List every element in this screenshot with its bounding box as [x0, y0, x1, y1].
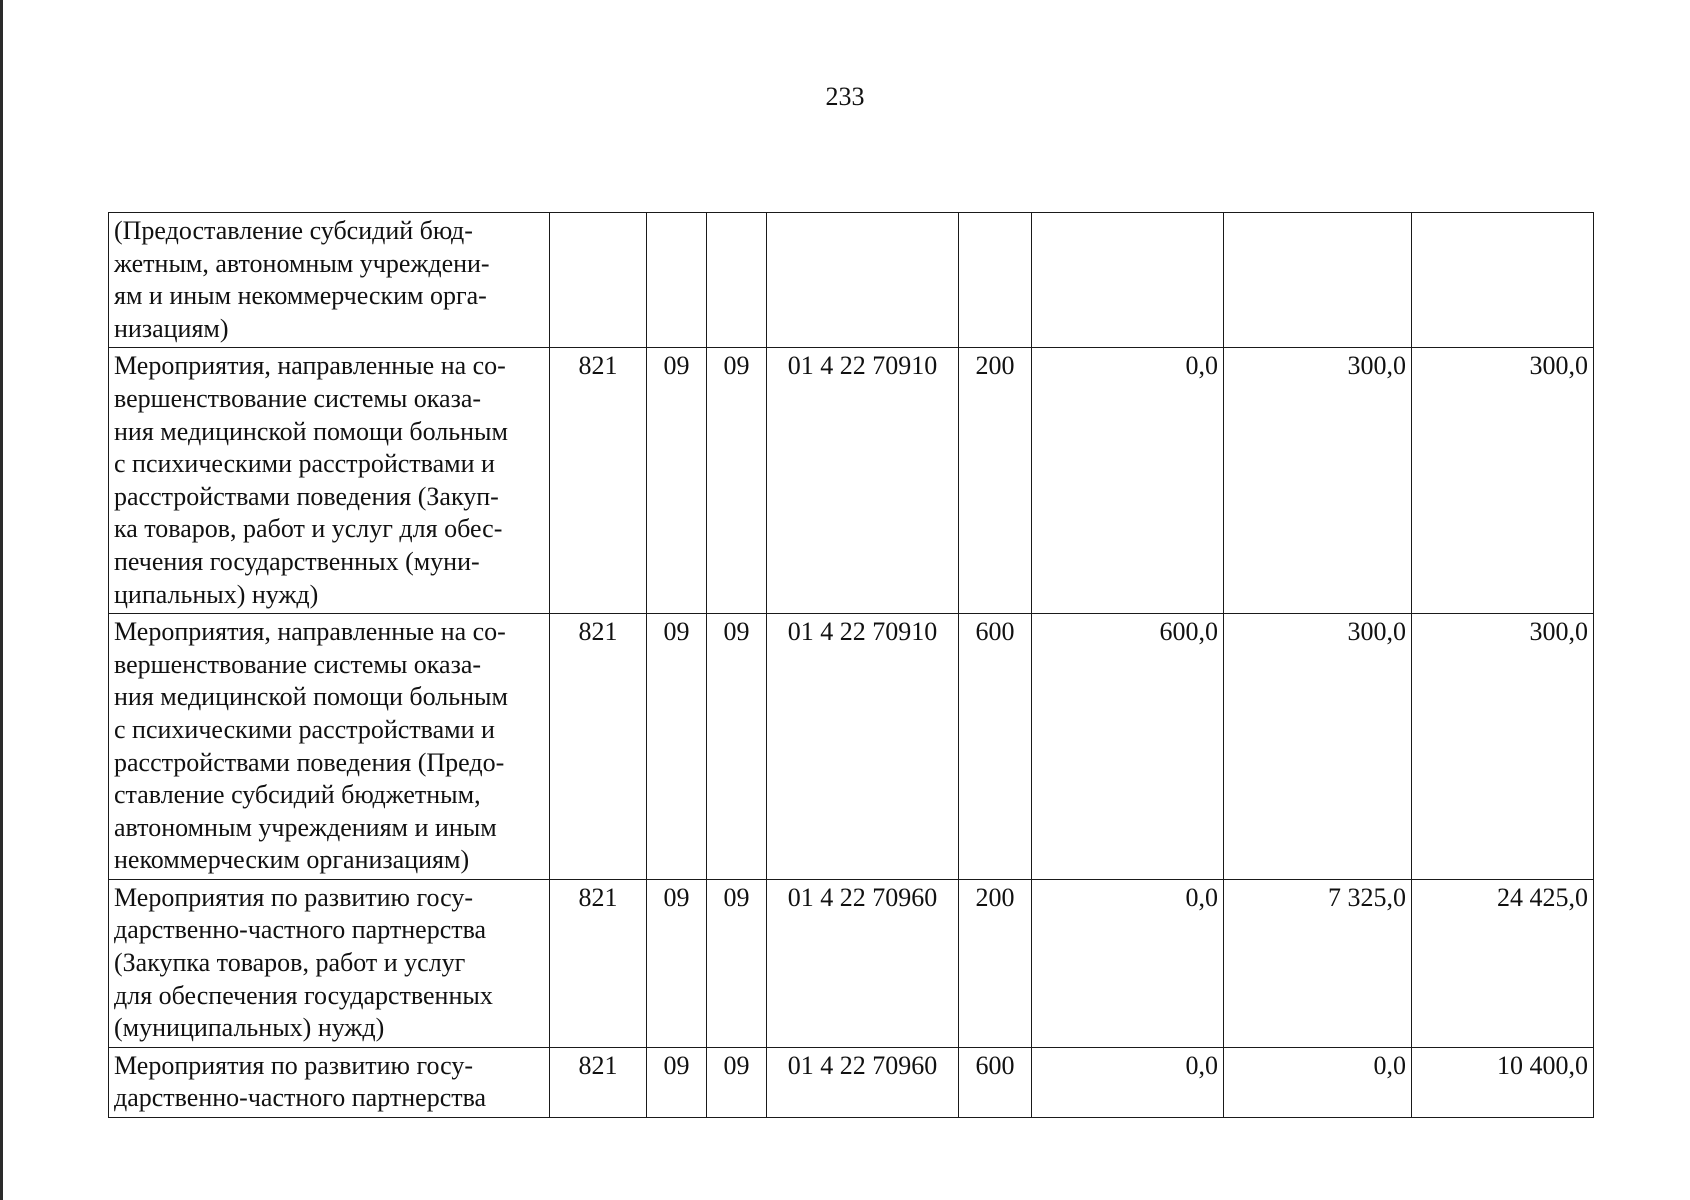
row-name-line: вершенствование системы оказа- [114, 649, 482, 679]
expense-type-cell: 600 [959, 1047, 1032, 1117]
amount-cell-1: 0,0 [1032, 879, 1224, 1047]
row-name-line: для обеспечения государственных [114, 980, 493, 1010]
table-row [109, 879, 1594, 1047]
target-article-cell [767, 213, 959, 348]
amount-cell-2: 7 325,0 [1224, 879, 1412, 1047]
row-name-line: расстройствами поведения (Предо- [114, 747, 505, 777]
subsection-code-cell: 09 [707, 1047, 767, 1117]
row-name-line: ка товаров, работ и услуг для обес- [114, 514, 503, 544]
subsection-code-cell: 09 [707, 348, 767, 614]
table-row [109, 348, 1594, 614]
row-name-line: дарственно-частного партнерства [114, 1083, 487, 1113]
amount-cell-2 [1224, 213, 1412, 348]
row-name-line: ям и иным некоммерческим орга- [114, 281, 487, 311]
ministry-code-cell [550, 213, 647, 348]
row-name-line: Мероприятия по развитию госу- [114, 1050, 473, 1080]
row-name-line: некоммерческим организациям) [114, 845, 470, 875]
section-code-cell: 09 [647, 614, 707, 880]
row-name-line: (Закупка товаров, работ и услуг [114, 948, 466, 978]
row-name-line: низациям) [114, 313, 229, 343]
amount-cell-3: 10 400,0 [1412, 1047, 1594, 1117]
row-name-line: ния медицинской помощи больным [114, 416, 508, 446]
section-code-cell: 09 [647, 879, 707, 1047]
row-name-line: ставление субсидий бюджетным, [114, 780, 481, 810]
subsection-code-cell [707, 213, 767, 348]
amount-cell-1: 0,0 [1032, 1047, 1224, 1117]
amount-cell-2: 300,0 [1224, 348, 1412, 614]
row-name-line: автономным учреждениям и иным [114, 812, 497, 842]
row-name-line: жетным, автономным учреждени- [114, 248, 490, 278]
ministry-code-cell: 821 [550, 1047, 647, 1117]
row-name-cell [109, 348, 550, 614]
subsection-code-cell: 09 [707, 879, 767, 1047]
amount-cell-3 [1412, 213, 1594, 348]
section-code-cell [647, 213, 707, 348]
amount-cell-1 [1032, 213, 1224, 348]
budget-table [108, 212, 1594, 1118]
amount-cell-1: 0,0 [1032, 348, 1224, 614]
table-row [109, 614, 1594, 880]
row-name-line: расстройствами поведения (Закуп- [114, 481, 499, 511]
expense-type-cell: 200 [959, 348, 1032, 614]
subsection-code-cell: 09 [707, 614, 767, 880]
row-name-line: (муниципальных) нужд) [114, 1013, 385, 1043]
expense-type-cell: 600 [959, 614, 1032, 880]
table-row [109, 1047, 1594, 1117]
row-name-line: ния медицинской помощи больным [114, 682, 508, 712]
row-name-line: Мероприятия, направленные на со- [114, 617, 506, 647]
ministry-code-cell: 821 [550, 879, 647, 1047]
target-article-cell: 01 4 22 70910 [767, 348, 959, 614]
row-name-line: Мероприятия по развитию госу- [114, 882, 473, 912]
section-code-cell: 09 [647, 1047, 707, 1117]
row-name-line: печения государственных (муни- [114, 546, 480, 576]
section-code-cell: 09 [647, 348, 707, 614]
row-name-line: с психическими расстройствами и [114, 449, 495, 479]
ministry-code-cell: 821 [550, 348, 647, 614]
expense-type-cell [959, 213, 1032, 348]
amount-cell-2: 300,0 [1224, 614, 1412, 880]
amount-cell-3: 300,0 [1412, 348, 1594, 614]
ministry-code-cell: 821 [550, 614, 647, 880]
row-name-cell [109, 614, 550, 880]
amount-cell-3: 300,0 [1412, 614, 1594, 880]
row-name-line: с психическими расстройствами и [114, 714, 495, 744]
amount-cell-1: 600,0 [1032, 614, 1224, 880]
row-name-cell [109, 213, 550, 348]
row-name-cell [109, 879, 550, 1047]
target-article-cell: 01 4 22 70910 [767, 614, 959, 880]
amount-cell-2: 0,0 [1224, 1047, 1412, 1117]
row-name-line: дарственно-частного партнерства [114, 915, 487, 945]
page-number: 233 [825, 82, 865, 111]
row-name-line: (Предоставление субсидий бюд- [114, 216, 473, 245]
row-name-line: ципальных) нужд) [114, 579, 319, 609]
row-name-cell [109, 1047, 550, 1117]
expense-type-cell: 200 [959, 879, 1032, 1047]
target-article-cell: 01 4 22 70960 [767, 879, 959, 1047]
row-name-line: вершенствование системы оказа- [114, 383, 482, 413]
table-row [109, 213, 1594, 348]
target-article-cell: 01 4 22 70960 [767, 1047, 959, 1117]
row-name-line: Мероприятия, направленные на со- [114, 351, 506, 381]
amount-cell-3: 24 425,0 [1412, 879, 1594, 1047]
scan-left-edge [0, 0, 3, 1200]
